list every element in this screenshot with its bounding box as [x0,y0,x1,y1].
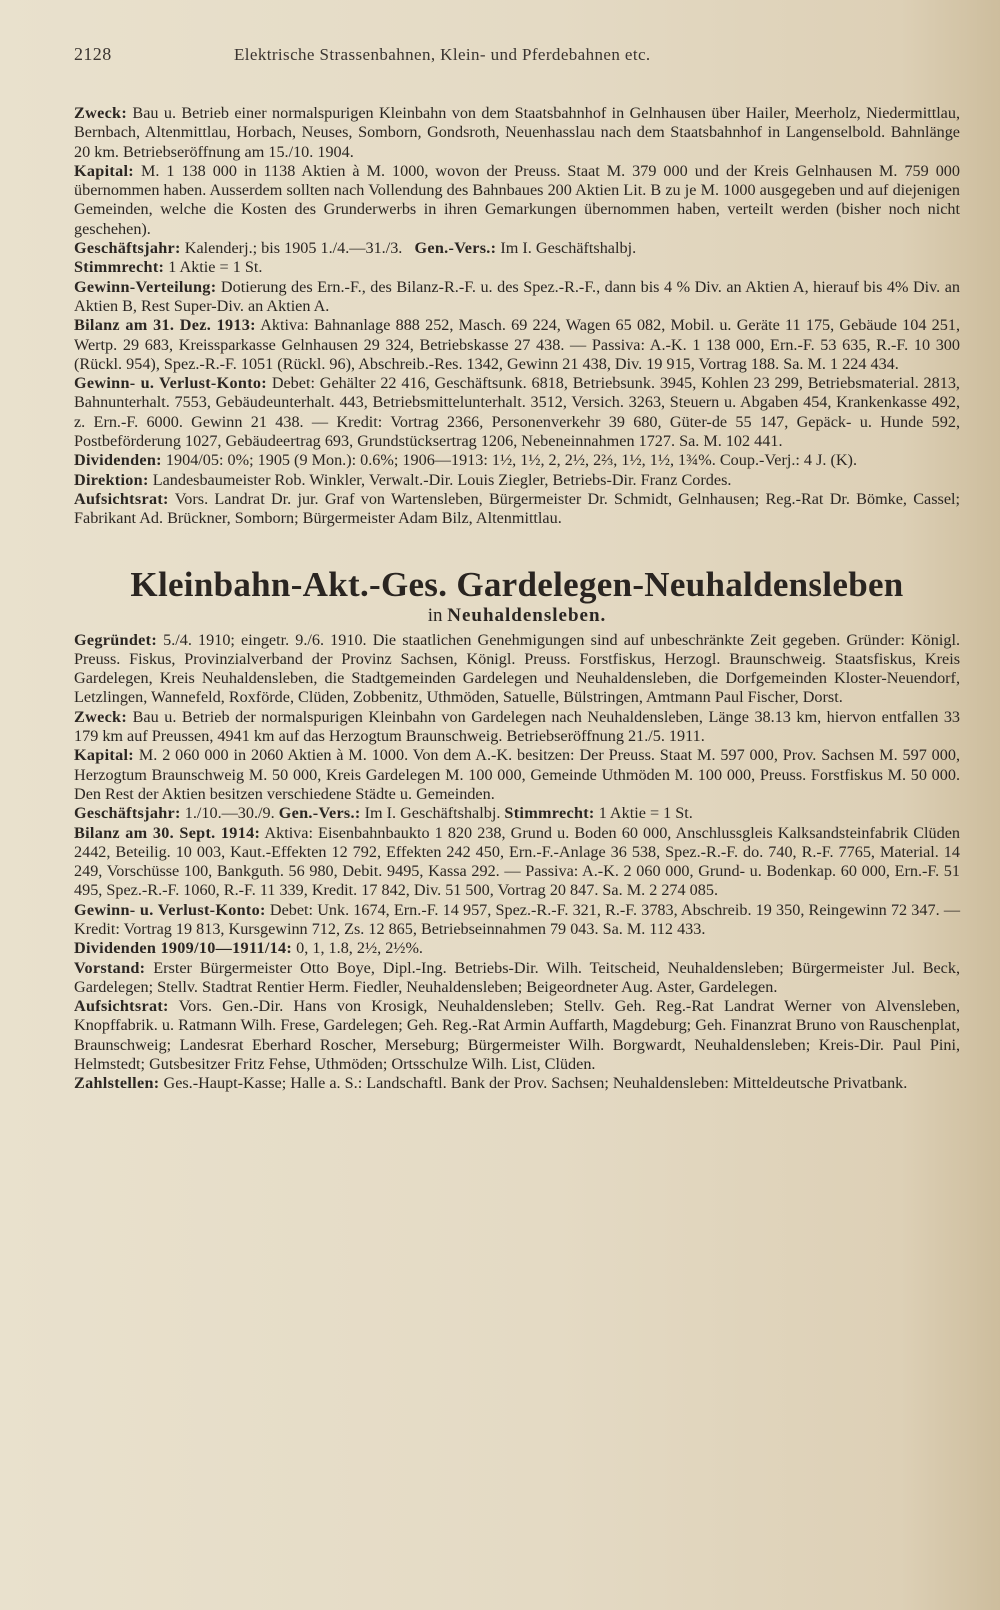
entry-key: Zweck: [74,104,128,122]
entry-key: Dividenden 1909/10—1911/14: [74,939,293,958]
entry-key: Gewinn- u. Verlust-Konto: [74,374,267,393]
entry-kapital [74,746,960,804]
entry-key: Geschäftsjahr: [74,804,181,823]
entry-text: Bau u. Betrieb einer normalspurigen Kleinbahn von dem Staatsbahnhof in Gelnhausen über Hailer, Meerholz, Niedermittlau, Bernbach, Altenmittlau, Horbach, Neuses, Somborn, Gondsroth, Neuenhasslau nach dem Staatsbahnhof in Langenselbold. Bahnlänge 20 km. Betriebseröffnung am 15./10. 1904. [74,104,961,161]
entry-key: Geschäftsjahr: [74,239,181,258]
entry-gewinn-verlust [74,374,960,451]
entry-text: 1 Aktie = 1 St. [168,258,263,277]
entry-key: Aufsichtsrat: [74,489,169,508]
entry-text: Debet: Unk. 1674, Ern.-F. 14 957, Spez.-R.-F. 321, R.-F. 3783, Abschreib. 19 350, Reingewinn 72 347. — Kredit: Vortrag 19 813, Kursgewinn 712, Zs. 12 865, Betriebseinnahmen 79 043. Sa. M. 112 433. [74,900,961,938]
entry-dividenden [74,451,960,470]
entry-text: Aktiva: Eisenbahnbaukto 1 820 238, Grund u. Boden 60 000, Anschlussgleis Kalksandsteinfabrik Clüden 2442, Beteilig. 10 003, Kaut.-Effekten 12 792, Effekten 242 450, Ern.-F.-Anlage 36 538, Spez.-R.-F. do. 740, R.-F. 7765, Material. 14 249, Vorschüsse 100, Bankguth. 56 980, Debit. 9495, Kassa 292. — Passiva: A.-K. 2 060 000, Grund- u. Bodenkap. 60 000, Ern.-F. 51 495, Spez.-R.-F. 1060, R.-F. 11 339, Kredit. 17 842, Div. 51 500, Vortrag 20 847. Sa. M. 2 274 085. [74,823,960,900]
entry-key: Zweck: [74,707,128,726]
entry-text: Dotierung des Ern.-F., des Bilanz-R.-F. u. des Spez.-R.-F., dann bis 4 % Div. an Aktien A, hierauf bis 4% Div. an Aktien B, Rest Super-Div. an Aktien A. [74,277,961,315]
entry-geschaeftsjahr [74,239,960,258]
entry-text: Kalenderj.; bis 1905 1./4.—31./3. [184,239,403,258]
entry-text: 5./4. 1910; eingetr. 9./6. 1910. Die staatlichen Genehmigungen sind auf unbeschränkte Zeit gegeben. Gründer: Königl. Preuss. Fiskus, Provinzialverband der Provinz Sachsen, Königl. Preuss. Forstfiskus, Herzogl. Braunschweig. Staatsfiskus, Kreis Gardelegen, Kreis Neuhaldensleben, die Stadtgemeinden Gardelegen und Neuhaldensleben, die Dorfgemeinden Kloster-Neuendorf, Letzlingen, Wannefeld, Roxförde, Clüden, Zobbenitz, Uthmöden, Satuelle, Bülstringen, Amtmann Paul Fischer, Dorst. [74,630,960,707]
entry-text: M. 1 138 000 in 1138 Aktien à M. 1000, wovon der Preuss. Staat M. 379 000 und der Kreis Gelnhausen M. 759 000 übernommen haben. Ausserdem sollten nach Vollendung des Bahnbaues 200 Aktien Lit. B zu je M. 1000 ausgegeben und auf diejenigen Gemeinden, welche die Kosten des Grunderwerbs in ihren Gemarkungen übernommen haben, verteilt werden (bisher noch nicht geschehen). [74,161,960,238]
entry-text: Vors. Landrat Dr. jur. Graf von Wartensleben, Bürgermeister Dr. Schmidt, Gelnhausen; Reg.-Rat Dr. Bömke, Cassel; Fabrikant Ad. Brückner, Somborn; Bürgermeister Adam Bilz, Altenmittlau. [74,489,960,528]
entry-key: Gen.-Vers.: [414,239,497,258]
location-name: Neuhaldensleben. [447,604,607,626]
company-section-gelnhausen [74,104,960,529]
entry-text: 1./10.—30./9. [184,804,275,823]
entry-text: 1 Aktie = 1 St. [598,804,693,823]
entry-text: 1904/05: 0%; 1905 (9 Mon.): 0.6%; 1906—1913: 1½, 1½, 2, 2½, 2⅔, 1½, 1½, 1¾%. Coup.-Verj.: 4 J. (K). [165,451,857,470]
entry-zweck [74,708,960,747]
company-section-gardelegen [74,631,960,1094]
entry-key: Dividenden: [74,451,162,470]
company-location [74,605,960,627]
location-prefix: in [427,604,443,626]
entry-gegruendet [74,631,960,708]
entry-text: Im I. Geschäftshalbj. [500,239,637,258]
entry-text: Vors. Gen.-Dir. Hans von Krosigk, Neuhaldensleben; Stellv. Geh. Reg.-Rat Landrat Werner von Alvensleben, Knopffabrik. u. Ratmann Wilh. Frese, Gardelegen; Geh. Reg.-Rat Armin Auffarth, Magdeburg; Geh. Finanzrat Bruno von Rauschenplat, Braunschweig; Landesrat Eberhard Roscher, Merseburg; Bürgermeister Wilh. Borgwardt, Neuhaldensleben; Kreis-Dir. Paul Pini, Helmstedt; Gutsbesitzer Fritz Fehse, Uthmöden; Ortsschulze Wilh. List, Clüden. [74,997,960,1074]
running-title: Elektrische Strassenbahnen, Klein- und Pferdebahnen etc. [234,45,651,64]
entry-key: Stimmrecht: [504,804,595,823]
entry-key: Vorstand: [74,958,146,977]
entry-direktion [74,471,960,490]
entry-key: Stimmrecht: [74,258,165,277]
entry-text: Erster Bürgermeister Otto Boye, Dipl.-Ing. Betriebs-Dir. Wilh. Teitscheid, Neuhaldensleben; Bürgermeister Jul. Beck, Gardelegen; Stellv. Stadtrat Rentier Herm. Fiedler, Neuhaldensleben; Beigeordneter Aug. Aster, Gardelegen. [74,958,961,996]
page-number: 2128 [74,44,112,64]
entry-key: Kapital: [74,746,134,765]
entry-geschaeftsjahr [74,804,960,823]
entry-gewinn-verlust [74,901,960,940]
entry-key: Direktion: [74,470,149,489]
entry-key: Bilanz am 31. Dez. 1913: [74,316,256,335]
entry-vorstand [74,959,960,998]
entry-text: Im I. Geschäftshalbj. [364,804,501,823]
entry-key: Gegründet: [74,630,158,649]
company-title: Kleinbahn-Akt.-Ges. Gardelegen-Neuhaldensleben [130,564,904,604]
entry-aufsichtsrat [74,997,960,1074]
entry-key: Gewinn- u. Verlust-Konto: [74,900,266,919]
entry-text: Aktiva: Bahnanlage 888 252, Masch. 69 224, Wagen 65 082, Mobil. u. Geräte 11 175, Gebäude 104 251, Wertp. 29 683, Kreissparkasse Gelnhausen 29 324, Betriebskasse 27 438. — Passiva: A.-K. 1 138 000, Ern.-F. 53 635, R.-F. 10 300 (Rückl. 954), Spez.-R.-F. 1051 (Rückl. 96), Abschreib.-Res. 1342, Gewinn 21 438, Div. 19 915, Vortrag 188. Sa. M. 1 224 434. [74,316,961,373]
entry-key: Gen.-Vers.: [278,804,361,823]
entry-bilanz [74,824,960,901]
entry-dividenden [74,939,960,958]
entry-key: Aufsichtsrat: [74,997,169,1016]
entry-text: Bau u. Betrieb der normalspurigen Kleinbahn von Gardelegen nach Neuhaldensleben, Länge 38.13 km, hiervon entfallen 33 179 km auf Preussen, 4941 km auf das Herzogtum Braunschweig. Betriebseröffnung 21./5. 1911. [74,707,961,746]
entry-text: 0, 1, 1.8, 2½, 2½%. [296,939,423,958]
entry-text: Landesbaumeister Rob. Winkler, Verwalt.-Dir. Louis Ziegler, Betriebs-Dir. Franz Cordes. [152,470,732,489]
entry-zahlstellen [74,1074,960,1093]
entry-text: Debet: Gehälter 22 416, Geschäftsunk. 6818, Betriebsunk. 3945, Kohlen 23 299, Betriebsmaterial. 2813, Bahnunterhalt. 7553, Gebäudeunterhalt. 443, Betriebsmittelunterhalt. 3512, Versich. 3263, Steuern u. Abgaben 454, Krankenkasse 492, z. Ern.-F. 6000. Gewinn 21 438. — Kredit: Vortrag 2366, Personenverkehr 39 680, Güter-de 55 147, Gepäck- u. Hunde 592, Postbeförderung 1027, Gebäudeertrag 693, Grundstücksertrag 1206, Nebeneinnahmen 1727. Sa. M. 102 441. [74,374,960,451]
entry-bilanz [74,316,960,374]
entry-text: M. 2 060 000 in 2060 Aktien à M. 1000. Von dem A.-K. besitzen: Der Preuss. Staat M. 597 000, Prov. Sachsen M. 597 000, Herzogtum Braunschweig M. 50 000, Kreis Gardelegen M. 100 000, Gemeinde Uthmöden M. 100 000, Preuss. Forstfiskus M. 50 000. Den Rest der Aktien besitzen verschiedene Städte u. Gemeinden. [74,746,961,803]
entry-key: Zahlstellen: [74,1074,160,1093]
entry-key: Bilanz am 30. Sept. 1914: [74,823,261,842]
entry-stimmrecht [74,258,960,277]
entry-aufsichtsrat [74,490,960,529]
entry-text: Ges.-Haupt-Kasse; Halle a. S.: Landschaftl. Bank der Prov. Sachsen; Neuhaldensleben: Mitteldeutsche Privatbank. [163,1074,908,1093]
entry-key: Kapital: [74,161,134,180]
entry-kapital [74,162,960,239]
entry-zweck [74,104,960,162]
entry-gewinn-verteilung [74,278,960,317]
entry-key: Gewinn-Verteilung: [74,277,217,296]
page-header [74,44,960,74]
